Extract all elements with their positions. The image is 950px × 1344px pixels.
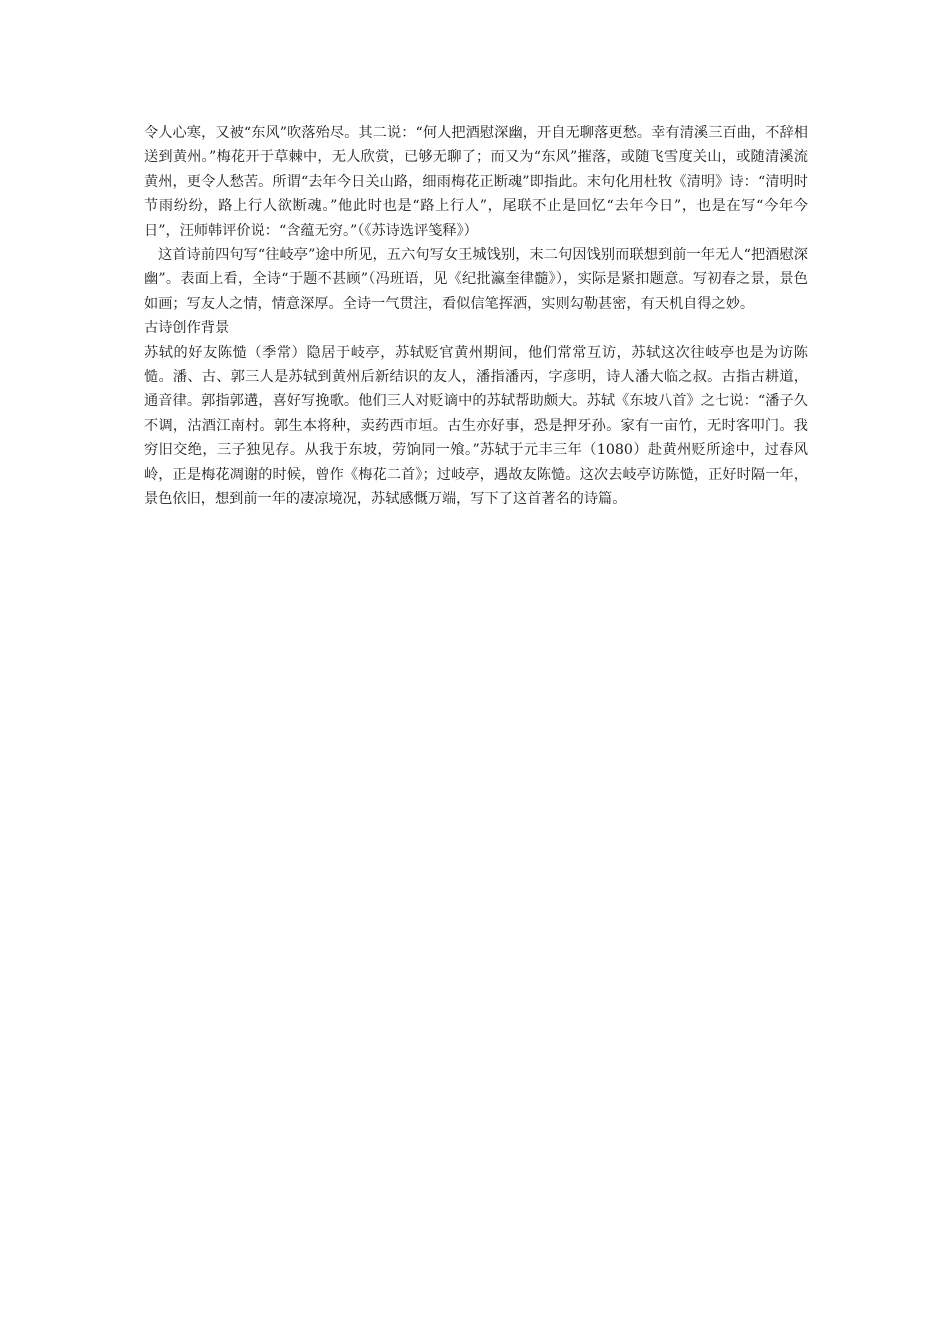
paragraph-background: 苏轼的好友陈慥（季常）隐居于岐亭，苏轼贬官黄州期间，他们常常互访，苏轼这次往岐亭也是为访陈慥。潘、古、郭三人是苏轼到黄州后新结识的友人，潘指潘丙，字彦明，诗人潘大临之叔。古指古耕道，通音律。郭指郭遘，喜好写挽歌。他们三人对贬谪中的苏轼帮助颇大。苏轼《东坡八首》之七说：“潘子久不调，沽酒江南村。郭生本将种，卖药西市垣。古生亦好事，恐是押牙孙。家有一亩竹，无时客叩门。我穷旧交绝，三子独见存。从我于东坡，劳饷同一飧。”苏轼于元丰三年（1080）赴黄州贬所途中，过春风岭，正是梅花凋谢的时候，曾作《梅花二首》；过岐亭，遇故友陈慥。这次去岐亭访陈慥，正好时隔一年，景色依旧，想到前一年的凄凉境况，苏轼感慨万端，写下了这首著名的诗篇。	[144, 344, 808, 508]
paragraph-poem-analysis: 这首诗前四句写“往岐亭”途中所见，五六句写女王城饯别，末二句因饯别而联想到前一年无人“把酒慰深幽”。表面上看，全诗“于题不甚顾”（冯班语，见《纪批瀛奎律髓》），实际是紧扣题意。写初春之景，景色如画；写友人之情，情意深厚。全诗一气贯注，看似信笔挥洒，实则勾勒甚密，有天机自得之妙。	[144, 247, 808, 312]
paragraph-commentary-continued: 令人心寒，又被“东风”吹落殆尽。其二说：“何人把酒慰深幽，开自无聊落更愁。幸有清溪三百曲，不辞相送到黄州。”梅花开于草棘中，无人欣赏，已够无聊了；而又为“东风”摧落，或随飞雪度关山，或随清溪流黄州，更令人愁苦。所谓“去年今日关山路，细雨梅花正断魂”即指此。末句化用杜牧《清明》诗：“清明时节雨纷纷，路上行人欲断魂。”他此时也是“路上行人”，尾联不止是回忆“去年今日”，也是在写“今年今日”，汪师韩评价说：“含蕴无穷。”（《苏诗选评笺释》）	[144, 125, 808, 239]
document-body	[144, 121, 808, 512]
section-heading-background: 古诗创作背景	[144, 320, 230, 337]
